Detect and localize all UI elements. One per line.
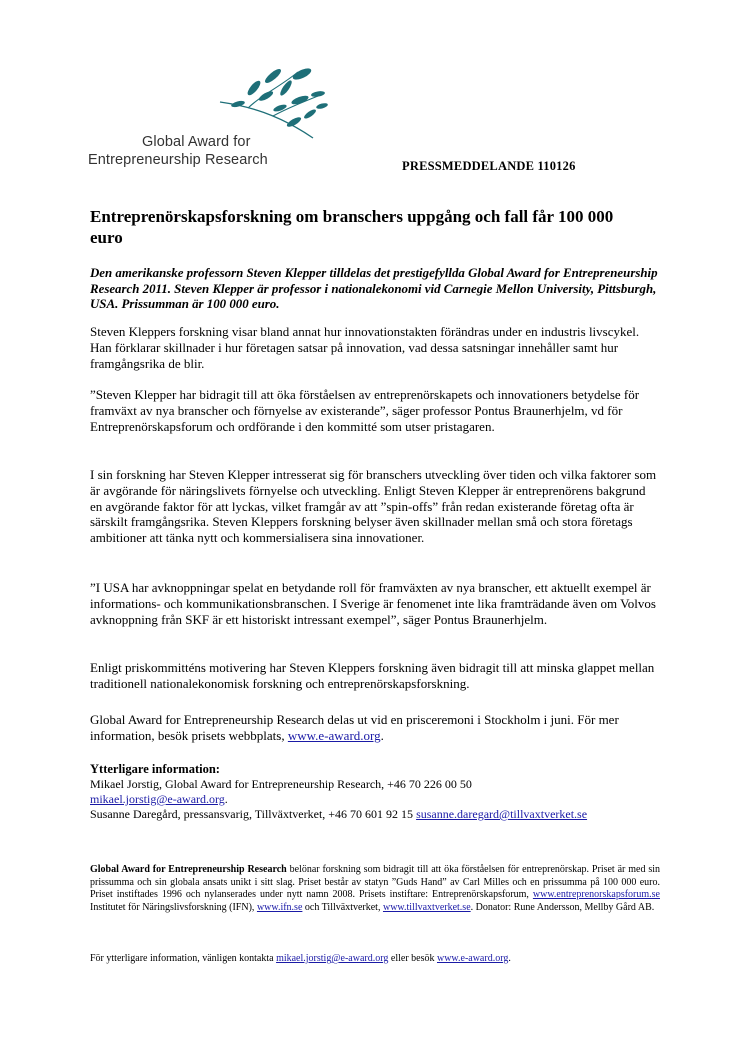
footer-text: och Tillväxtverket, xyxy=(304,901,381,913)
footer-about xyxy=(90,864,660,914)
contact-email-2-link[interactable]: susanne.daregard@tillvaxtverket.se xyxy=(416,807,588,821)
period: . xyxy=(224,792,228,806)
footer-contact-text: eller besök xyxy=(390,953,435,964)
footer-contact xyxy=(90,953,660,966)
entreprenorskapsforum-link[interactable]: www.entreprenorskapsforum.se xyxy=(532,889,660,901)
ifn-link[interactable]: www.ifn.se xyxy=(256,901,303,913)
body-paragraph-4: ”I USA har avknoppningar spelat en betydande roll för framväxten av nya branscher, ett aktuellt exempel är informations- och kommunikationsbranschen. I Sverige är fenomenet inte lika framträdande även om Volvos avknoppning från SKF är ett historiskt intressant exempel”, säger Pontus Braunerhjelm. xyxy=(90,580,656,627)
logo xyxy=(88,64,338,174)
page-title: Entreprenörskapsforskning om branschers uppgång och fall får 100 000 euro xyxy=(90,207,614,247)
contact-line-1: Mikael Jorstig, Global Award for Entrepreneurship Research, +46 70 226 00 50 xyxy=(90,777,472,791)
body-paragraph-3: I sin forskning har Steven Klepper intresserat sig för branschers utveckling över tiden och vilka faktorer som är avgörande för näringslivets förnyelse och utveckling. Enligt Steven Klepper är entreprenörens bakgrund en avgörande faktor för att lyckas, vilket framgår av att ”spin-offs” från redan existerande företag ofta är särskilt framgångsrika. Steven Kleppers forskning belyser även skillnader mellan små och stora företags ambitioner att tänka nytt och kommersialisera sina innovationer. xyxy=(90,467,657,546)
contact-heading: Ytterligare information: xyxy=(90,762,220,776)
body-paragraph-5: Enligt priskommitténs motivering har Steven Kleppers forskning även bidragit till att minska glappet mellan traditionell nationalekonomisk forskning och entreprenörskapsforskning. xyxy=(90,660,655,691)
logo-text-line1: Global Award for xyxy=(142,134,251,150)
contact-email-1-link[interactable]: mikael.jorstig@e-award.org xyxy=(90,792,225,806)
tillvaxtverket-link[interactable]: www.tillvaxtverket.se xyxy=(382,901,471,913)
footer-email-link[interactable]: mikael.jorstig@e-award.org xyxy=(276,953,389,964)
body-paragraph-6 xyxy=(90,712,660,744)
e-award-link[interactable]: www.e-award.org xyxy=(287,727,381,743)
contact-line-2: Susanne Daregård, pressansvarig, Tillväxtverket, +46 70 601 92 15 xyxy=(90,807,414,821)
body-paragraph-1: Steven Kleppers forskning visar bland annat hur innovationstakten förändras under en industris livscykel. Han förklarar skillnader i hur företagen satsar på innovation, vad dessa satsningar innehåller samt hur framgångsrika de blir. xyxy=(90,324,640,371)
body-paragraph-2: ”Steven Klepper har bidragit till att öka förståelsen av entreprenörskapets och innovationers betydelse för framväxt av nya branscher och förnyelse av existerande”, säger professor Pontus Braunerhjelm, vd för Entreprenörskapsforum och ordförande i den kommitté som utser pristagaren. xyxy=(90,387,640,434)
footer-text: Institutet för Näringslivsforskning (IFN), xyxy=(90,901,255,913)
leaf-branch-icon xyxy=(218,64,338,144)
press-release-label: PRESSMEDDELANDE 110126 xyxy=(402,159,576,173)
footer-award-name: Global Award for Entrepreneurship Research xyxy=(90,864,287,875)
footer-e-award-link[interactable]: www.e-award.org xyxy=(436,953,509,964)
footer-text: . Donator: Rune Andersson, Mellby Gård AB. xyxy=(470,901,655,913)
footer-contact-text: För ytterligare information, vänligen kontakta xyxy=(90,953,274,964)
footer-text: belönar forskning som bidragit till att öka förståelsen för entreprenörskap. Priset är med sin prissumma och sin globala ansats unikt i sitt slag. Priset består av statyn ”Guds Hand” av Carl Milles och en prissumma på 100 000 euro. Priset instiftades 1996 och nylanserades under nytt namn 2008. Prisets instiftare: Entreprenörskapsforum, xyxy=(90,864,660,901)
lead-paragraph: Den amerikanske professorn Steven Klepper tilldelas det prestigefyllda Global Award for Entrepreneurship Research 2011. Steven Klepper är professor i nationalekonomi vid Carnegie Mellon University, Pittsburgh, USA. Prissumman är 100 000 euro. xyxy=(90,266,658,312)
period: . xyxy=(380,727,384,743)
period: . xyxy=(508,953,511,964)
award-info-text: Global Award for Entrepreneurship Research delas ut vid en prisceremoni i Stockholm i juni. För mer information, besök prisets webbplats, xyxy=(90,712,619,743)
logo-text-line2: Entrepreneurship Research xyxy=(88,152,268,168)
contact-section xyxy=(90,762,690,822)
